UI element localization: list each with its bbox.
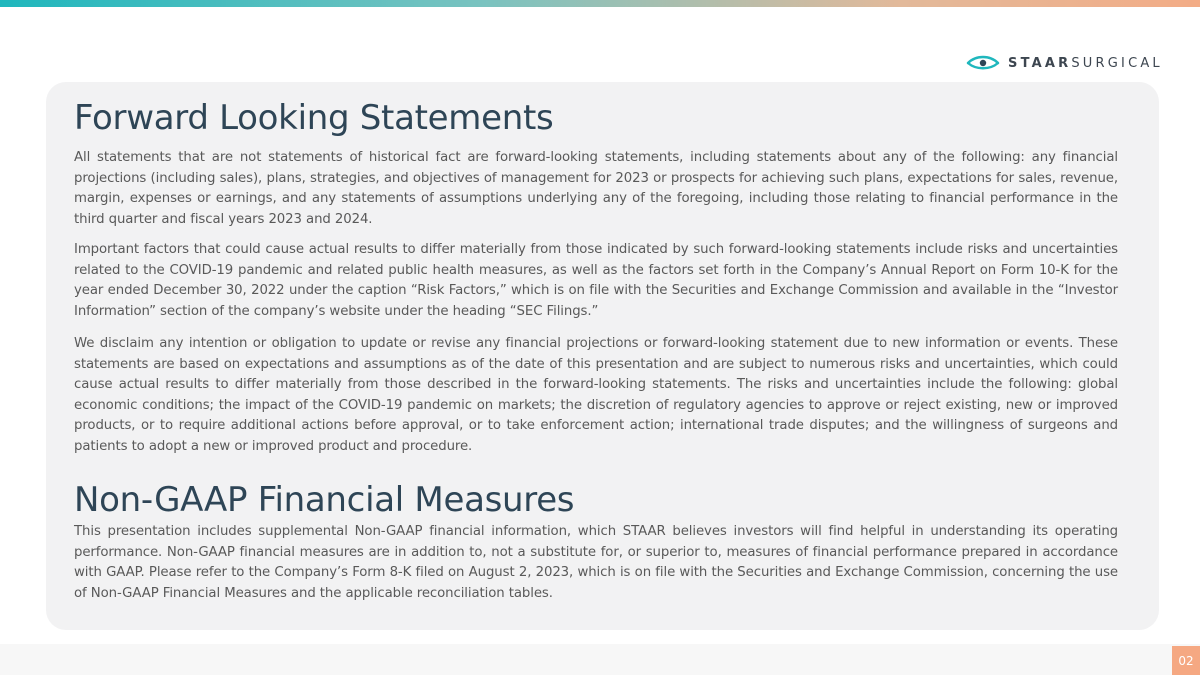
non-gaap-title: Non-GAAP Financial Measures: [74, 480, 575, 520]
non-gaap-paragraph: This presentation includes supplemental Non-GAAP financial information, which STAAR believes investors will find helpful in understanding its operating performance. Non-GAAP financial measures are in addition to, not a substitute for, or superior to, measures of financial performance prepared in accordance with GAAP. Please refer to the Company’s Form 8-K filed on August 2, 2023, which is on file with the Securities and Exchange Commission, concerning the use of Non-GAAP Financial Measures and the applicable reconciliation tables.: [74, 524, 1118, 601]
forward-looking-paragraph-1: All statements that are not statements of historical fact are forward-looking statements, including statements about any of the following: any financial projections (including sales), plans, strategies, and objectives of management for 2023 or prospects for achieving such plans, expectations for sales, revenue, margin, expenses or earnings, and any statements of assumptions underlying any of the foregoing, including those relating to financial performance in the third quarter and fiscal years 2023 and 2024.: [74, 150, 1118, 227]
footer-strip: [0, 644, 1200, 675]
logo-wordmark-light: SURGICAL: [1071, 55, 1163, 71]
company-logo: [966, 55, 1163, 71]
top-accent-bar: [0, 0, 1200, 7]
logo-wordmark-bold: STAAR: [1008, 55, 1072, 71]
logo-wordmark: [1008, 56, 1163, 71]
forward-looking-paragraph-2: Important factors that could cause actual results to differ materially from those indicated by such forward-looking statements include risks and uncertainties related to the COVID-19 pandemic and related public health measures, as well as the factors set forth in the Company’s Annual Report on Form 10-K for the year ended December 30, 2022 under the caption “Risk Factors,” which is on file with the Securities and Exchange Commission and available in the “Investor Information” section of the company’s website under the heading “SEC Filings.”: [74, 242, 1118, 319]
page-number: 02: [1172, 646, 1200, 675]
forward-looking-paragraph-3: We disclaim any intention or obligation to update or revise any financial projections or forward-looking statement due to new information or events. These statements are based on expectations and assumptions as of the date of this presentation and are subject to numerous risks and uncertainties, which could cause actual results to differ materially from those described in the forward-looking statements. The risks and uncertainties include the following: global economic conditions; the impact of the COVID-19 pandemic on markets; the discretion of regulatory agencies to approve or reject existing, new or improved products, or to require additional actions before approval, or to take enforcement action; international trade disputes; and the willingness of surgeons and patients to adopt a new or improved product and procedure.: [74, 336, 1118, 454]
forward-looking-title: Forward Looking Statements: [74, 98, 554, 138]
eye-logo-icon: [966, 55, 1000, 71]
